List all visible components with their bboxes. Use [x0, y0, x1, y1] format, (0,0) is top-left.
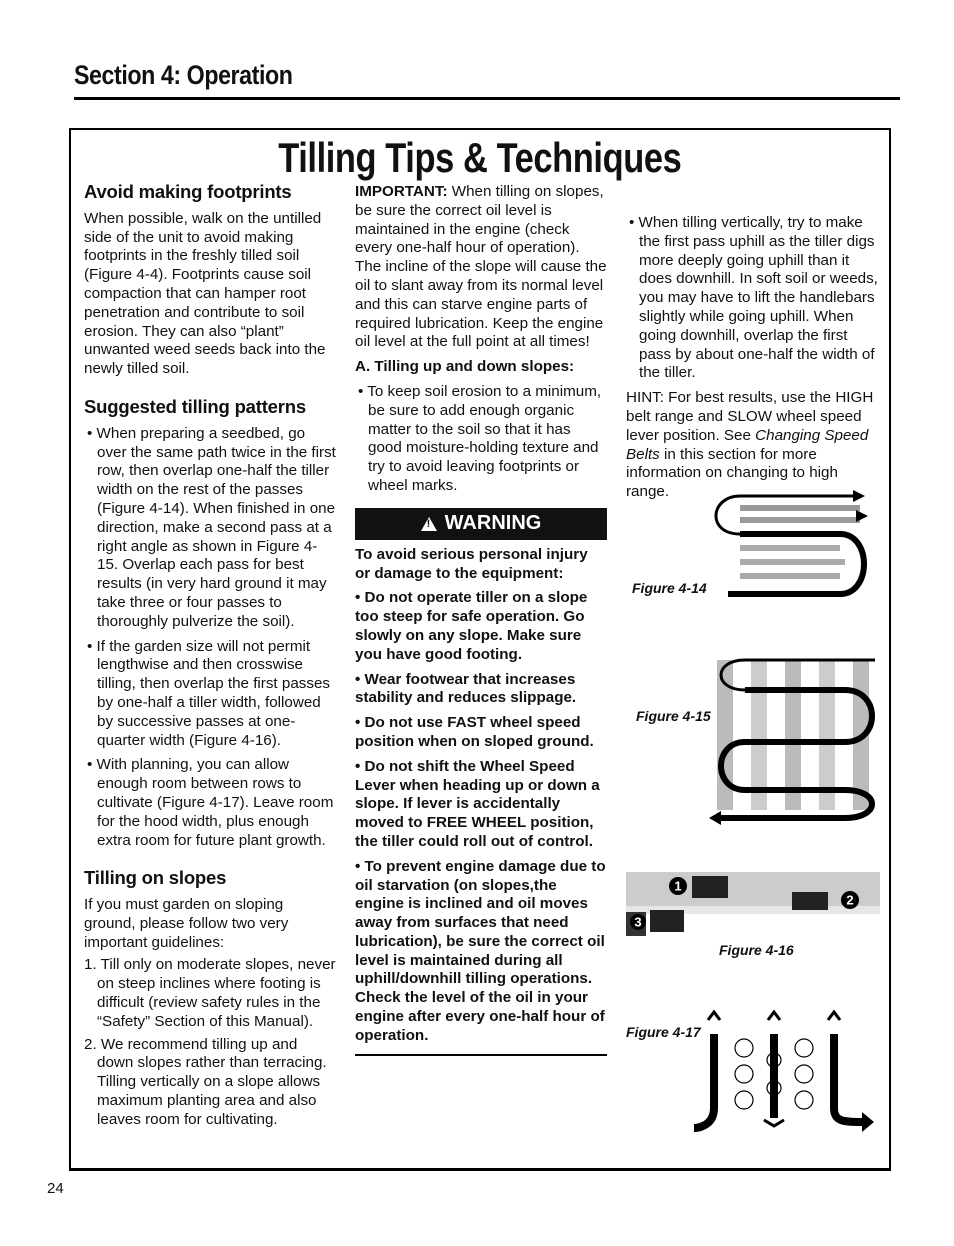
column-left	[84, 183, 336, 1130]
subheading-up-down: A. Tilling up and down slopes:	[355, 358, 575, 376]
warning-item-3: • Do not use FAST wheel speed position when on sloped ground.	[355, 714, 594, 750]
warning-item-4: • Do not shift the Wheel Speed Lever when heading up or down a slope. If lever is accidentally moved to FREE WHEEL position, the tiller could roll out of control.	[355, 757, 600, 850]
heading-patterns: Suggested tilling patterns	[84, 395, 306, 417]
patterns-bullet-3: • With planning, you can allow enough room between rows to cultivate (Figure 4-17). Leave room for the hood width, plus enough extra room for future plant growth.	[87, 756, 334, 849]
step-3-number: 3	[634, 914, 642, 930]
warning-item-1: • Do not operate tiller on a slope too steep for safe operation. Go slowly on any slope. Make sure you have good footing.	[355, 589, 588, 663]
page-title	[69, 134, 891, 182]
figure-4-16-illustration	[626, 872, 880, 938]
warning-icon: !	[421, 517, 437, 531]
vertical-bullet: • When tilling vertically, try to make the first pass uphill as the tiller digs more deeply going uphill than it does downhill. In soft soil or weeds, you may have to lift the handlebars slightly while going uphill. When going downhill, overlap the first pass by about one-half the width of the tiller.	[629, 214, 878, 382]
warning-end-rule	[355, 1054, 607, 1056]
patterns-bullet-1: • When preparing a seedbed, go over the same path twice in the first row, then overlap one-half the tiller width on the rest of the passes (Figure 4-14). When finished in one direction, make a second pass at a right angle as shown in Figure 4-15. Overlap each pass for best results (in very hard ground it may take three or four passes to thoroughly pulverize the soil).	[87, 424, 336, 630]
plant-icon	[735, 1091, 753, 1109]
up-down-bullet: • To keep soil erosion to a minimum, be sure to add enough organic matter to the soil so that it has good moisture-holding texture and try to avoid leaving footprints or wheel marks.	[358, 382, 602, 494]
figure-4-15-illustration	[705, 650, 883, 825]
warning-item-5: • To prevent engine damage due to oil starvation (on slopes,the engine is inclined and oil moves away from surfaces that need lubrication), be sure the correct oil level is maintained during all uphill/downhill tilling operations. Check the level of the oil in your engine after every one-half hour of operation.	[355, 857, 606, 1044]
plant-icon	[795, 1039, 813, 1057]
figure-4-14-label: Figure 4-14	[632, 580, 707, 596]
plant-icon	[795, 1065, 813, 1083]
page-title-text: Tilling Tips & Techniques	[278, 134, 682, 181]
plant-icon	[795, 1091, 813, 1109]
page-number: 24	[47, 1180, 64, 1197]
hint-post: in this section for more information on changing to high range.	[626, 445, 838, 501]
warning-label: WARNING	[444, 512, 542, 535]
important-note	[355, 183, 607, 352]
slopes-item-2: 2. We recommend tilling up and down slopes rather than terracing. Tilling vertically on a slope allows maximum planting area and also leaves room for cultivating.	[84, 1035, 327, 1128]
warning-intro: To avoid serious personal injury or damage to the equipment:	[355, 545, 588, 582]
warning-banner	[355, 508, 607, 540]
slopes-intro: If you must garden on sloping ground, please follow two very important guidelines:	[84, 896, 289, 951]
step-1-number: 1	[674, 878, 682, 894]
footprints-body: When possible, walk on the untilled side of the unit to avoid making footprints in the freshly tilled soil (Figure 4-4). Footprints cause soil compaction that can hamper root penetration and contribute to soil erosion. They can also “plant” unwanted weed seeds back into the newly tilled soil.	[84, 209, 326, 378]
plant-icon	[735, 1065, 753, 1083]
patterns-bullet-2: • If the garden size will not permit lengthwise and then crosswise tilling, then overlap the first passes by one-half a tiller width, followed by successive passes at one-quarter width (Figure 4-16).	[87, 637, 330, 749]
section-rule	[74, 97, 900, 100]
step-2-number: 2	[846, 892, 854, 908]
important-text: When tilling on slopes, be sure the correct oil level is maintained in the engine (check every one-half hour of operation). The incline of the slope will cause the oil to slant away from its normal level and this can starve engine parts of required lubrication. Keep the engine oil level at the full point at all times!	[355, 183, 607, 351]
section-title: Section 4: Operation	[74, 60, 293, 90]
column-middle	[355, 183, 607, 1056]
figure-4-15-label: Figure 4-15	[636, 708, 711, 724]
column-right	[626, 208, 880, 502]
slopes-item-1: 1. Till only on moderate slopes, never on steep inclines where footing is difficult (review safety rules in the “Safety” Section of this Manual).	[84, 956, 336, 1030]
heading-slopes: Tilling on slopes	[84, 867, 227, 889]
warning-box	[355, 546, 607, 1046]
hint-link: Changing Speed Belts	[626, 426, 869, 463]
important-label: IMPORTANT:	[355, 183, 448, 200]
hint-pre: HINT: For best results, use the HIGH belt range and SLOW wheel speed lever position. See	[626, 389, 874, 444]
plant-icon	[735, 1039, 753, 1057]
figure-4-16-label: Figure 4-16	[719, 942, 794, 958]
figure-4-17-illustration	[694, 1008, 880, 1138]
warning-item-2: • Wear footwear that increases stability and reduces slippage.	[355, 670, 577, 707]
heading-footprints: Avoid making footprints	[84, 181, 292, 202]
figure-4-17-label: Figure 4-17	[626, 1024, 701, 1040]
figure-4-14-illustration	[700, 486, 880, 606]
